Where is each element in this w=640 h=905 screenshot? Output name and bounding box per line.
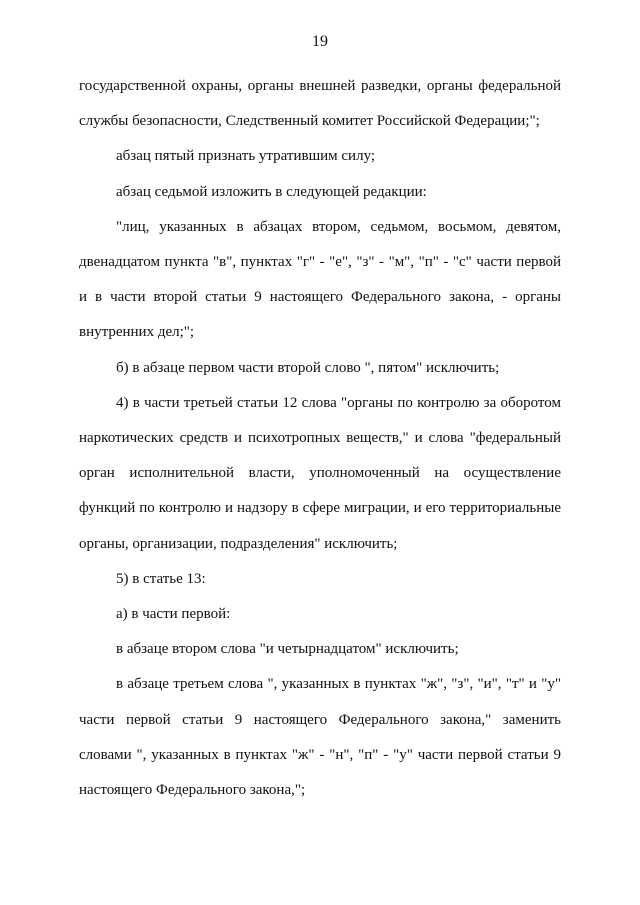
paragraph-continuation: государственной охраны, органы внешней разведки, органы федеральной службы безопасности, Следственный комитет Российской Федерации;";: [79, 78, 561, 130]
paragraph-item-b: б) в абзаце первом части второй слово ", пятом" исключить;: [116, 359, 500, 376]
paragraph-quoted-text: "лиц, указанных в абзацах втором, седьмом, восьмом, девятом, двенадцатом пункта "в", пунктах "г" - "е", "з" - "м", "п" - "с" части первой и в части второй статьи 9 настоящего Федерального закона, - органы внутренних дел;";: [79, 218, 561, 341]
paragraph-item-a: а) в части первой:: [116, 606, 231, 623]
page-number: 19: [312, 33, 328, 50]
paragraph-item-5: 5) в статье 13:: [116, 570, 206, 587]
paragraph-seventh-intro: абзац седьмой изложить в следующей редакции:: [116, 183, 427, 200]
paragraph-repeal-fifth: абзац пятый признать утратившим силу;: [116, 148, 376, 165]
paragraph-third-abzac: в абзаце третьем слова ", указанных в пунктах "ж", "з", "и", "т" и "у" части первой статьи 9 настоящего Федерального закона," заменить словами ", указанных в пунктах "ж" - "н", "п" - "у" части первой статьи 9 настоящего Федерального закона,";: [79, 676, 561, 799]
paragraph-item-4: 4) в части третьей статьи 12 слова "органы по контролю за оборотом наркотических средств и психотропных веществ," и слова "федеральный орган исполнительной власти, уполномоченный на осуществление функций по контролю и надзору в сфере миграции, и его территориальные органы, организации, подразделения" исключить;: [79, 394, 561, 552]
document-body: [79, 69, 561, 808]
paragraph-second-abzac: в абзаце втором слова "и четырнадцатом" исключить;: [116, 641, 459, 658]
